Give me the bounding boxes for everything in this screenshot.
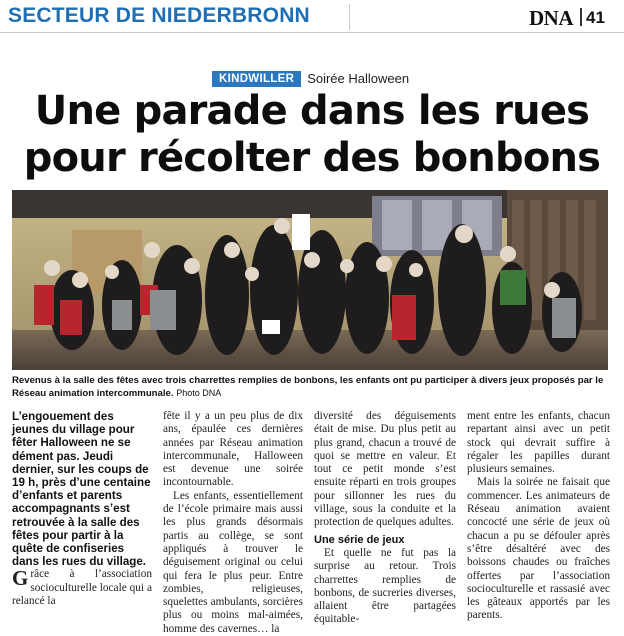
article-lead: L’engouement des jeunes du village pour fêter Halloween ne se dément pas. Jeudi dernier, sur les coups de 19 h, près d’une centaine d’enfants et parents accompagnants s’est retrouvée à la salle des fêtes pour partir à la quête de confiseries dans les rues du village. — [12, 410, 151, 569]
photo-caption — [12, 375, 608, 400]
header-divider — [349, 4, 350, 30]
section-title: SECTEUR DE NIEDERBRONN — [8, 4, 310, 27]
page-header — [0, 0, 624, 32]
group-photo-icon — [12, 190, 608, 370]
article-column-2 — [163, 410, 303, 636]
headline-line-2: pour récolter des bonbons — [23, 135, 601, 181]
article-photo — [12, 190, 608, 370]
caption-text: Revenus à la salle des fêtes avec trois charrettes remplies de bonbons, les enfants ont pu participer à divers jeux proposés par le Réseau animation intercommunale. — [12, 375, 604, 399]
newspaper-logo: DNA — [529, 6, 573, 30]
article-column-3 — [314, 410, 456, 627]
header-rule — [0, 32, 624, 33]
column-4-paragraph-2: Mais la soirée ne faisait que commencer. Les animateurs de Réseau animation avaient concocté une série de jeux où chacun a pu se défouler après s’être désaltéré avec des boissons chaudes ou fraîches offertes par l’association socioculturelle et rassasié avec les gâteaux apportés par les parents. — [467, 476, 610, 622]
column-2-paragraph-1: fête il y a un peu plus de dix ans, épaulée ces dernières années par Réseau animation intercommunale, Halloween est devenue une soirée incontournable. — [163, 410, 303, 489]
page-number-separator — [580, 8, 582, 26]
column-2-paragraph-2: Les enfants, essentiellement de l’école primaire mais aussi les plus grands désormais partis au collège, se sont appliqués à trouver le déguisement original ou celui qui fera le plus peur. Entre zombies, religieuses, squelettes ambulants, sorcières plus ou moins mal-aimées, homme des cavernes… la — [163, 489, 303, 635]
column-3-paragraph-1: diversité des déguisements était de mise. Du plus petit au plus grand, chacun a trouvé de quoi se mettre en valeur. Et tout ce petit monde s’est ensuite réparti en trois groupes pour sillonner les rues du village, sous la conduite et la protection de quelques adultes. — [314, 410, 456, 529]
column-4-paragraph-1: ment entre les enfants, chacun repartant ainsi avec un petit stock qui devrait suffire à régaler les papilles durant plusieurs semaines. — [467, 410, 610, 476]
column-3-paragraph-2: Et quelle ne fut pas la surprise au retour. Trois charrettes remplies de bonbons, de sucreries diverses, allaient être partagées équitable- — [314, 546, 456, 626]
location-tag: KINDWILLER — [212, 71, 301, 87]
article-column-4 — [467, 410, 610, 623]
headline — [0, 88, 624, 182]
column-1-text: râce à l’association socioculturelle locale qui a relancé la — [12, 568, 152, 608]
column-1-body — [12, 568, 152, 608]
kicker — [212, 70, 409, 87]
page-number: 41 — [586, 8, 605, 27]
drop-cap: G — [12, 566, 29, 591]
article-subhead: Une série de jeux — [314, 533, 405, 546]
article-column-1 — [12, 410, 152, 608]
kicker-topic: Soirée Halloween — [307, 71, 410, 86]
photo-credit: Photo DNA — [176, 388, 222, 398]
headline-line-1: Une parade dans les rues — [34, 88, 590, 134]
